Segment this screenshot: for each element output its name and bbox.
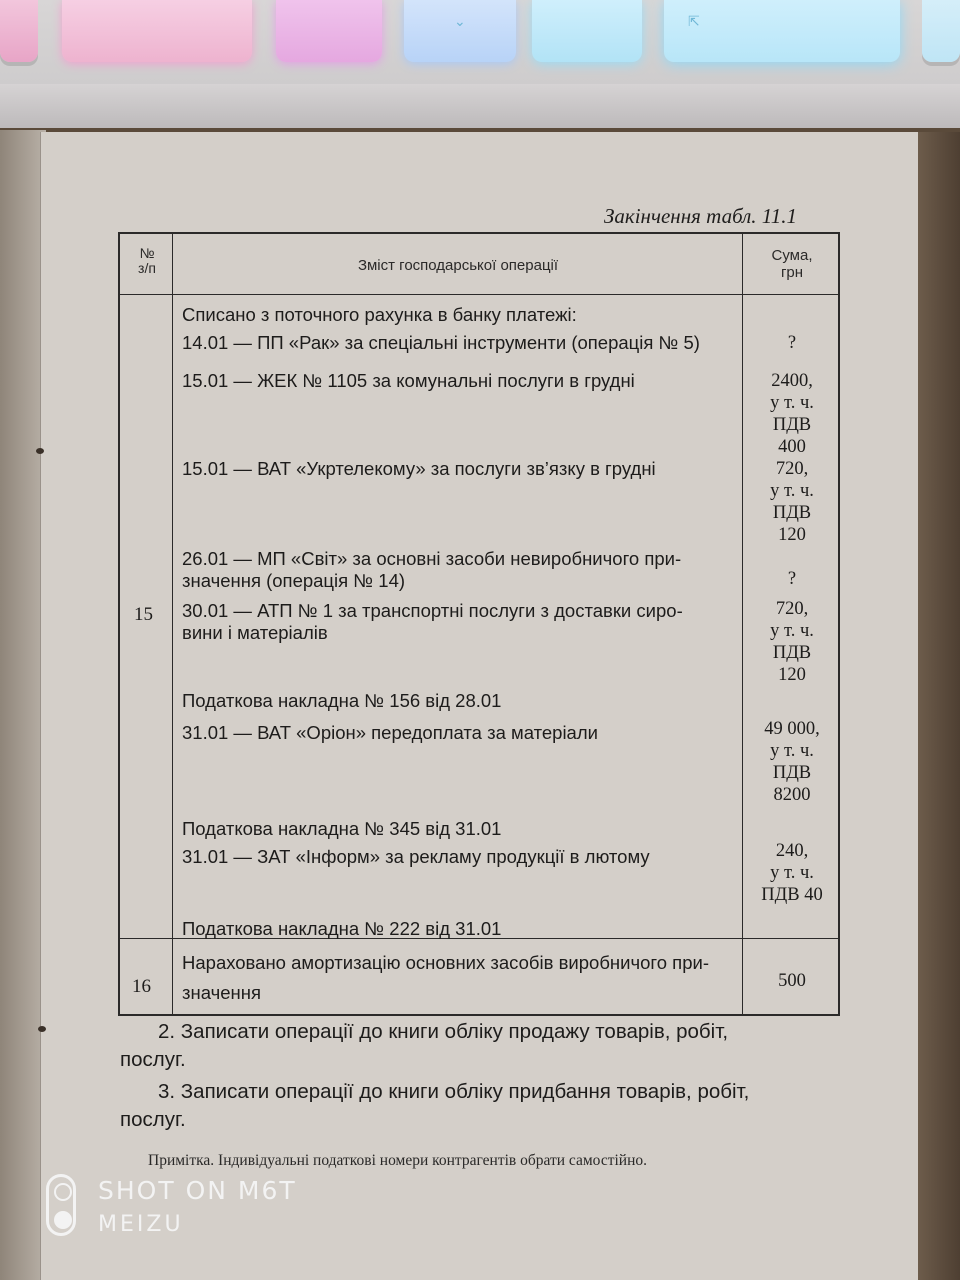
task-line: 2. Записати операції до книги обліку продажу товарів, робіт,	[158, 1020, 729, 1043]
row-number-15: 15	[134, 604, 153, 625]
keyboard-deck	[0, 84, 960, 128]
op-line: 14.01 — ПП «Рак» за спеціальні інструменти (операція № 5)	[182, 332, 700, 353]
task-line: послуг.	[120, 1108, 186, 1131]
sum-value: 2400,	[771, 371, 813, 391]
task-line: 3. Записати операції до книги обліку придбання товарів, робіт,	[158, 1080, 750, 1103]
op-line: Списано з поточного рахунка в банку платежі:	[182, 304, 577, 325]
op-line: значення (операція № 14)	[182, 570, 406, 591]
watermark-line2: MEIZU	[98, 1212, 184, 1237]
keyboard-key	[0, 0, 38, 62]
header-sum: Сума, грн	[771, 247, 813, 281]
operations-table	[118, 232, 840, 1016]
op-line: Податкова накладна № 345 від 31.01	[182, 818, 502, 839]
sum-cell	[744, 568, 840, 590]
op-line: вини і матеріалів	[182, 622, 328, 643]
sum-value: ?	[787, 569, 797, 589]
sum-value: у т. ч.	[770, 621, 814, 641]
sum-value: ПДВ	[772, 643, 812, 663]
sum-value: ПДВ	[772, 763, 812, 783]
keyboard	[0, 0, 960, 128]
footnote: Примітка. Індивідуальні податкові номери контрагентів обрати самостійно.	[148, 1152, 647, 1169]
keyboard-key	[404, 0, 516, 62]
column-divider	[172, 234, 173, 1014]
sum-value: ПДВ	[772, 415, 812, 435]
op-line: Податкова накладна № 222 від 31.01	[182, 918, 502, 939]
header-divider	[120, 294, 838, 295]
sum-cell	[744, 598, 840, 686]
header-content: Зміст господарської операції	[357, 257, 559, 274]
op-line: 26.01 — МП «Світ» за основні засоби невиробничого при-	[182, 548, 682, 569]
sum-value: 120	[778, 525, 806, 545]
desk-edge	[918, 132, 960, 1280]
sum-value: у т. ч.	[770, 863, 814, 883]
sum-cell	[744, 840, 840, 906]
sum-value: 120	[778, 665, 806, 685]
sum-value: у т. ч.	[770, 393, 814, 413]
op-line: 31.01 — ВАТ «Оріон» передоплата за матеріали	[182, 722, 598, 743]
sum-value: 49 000,	[764, 719, 820, 739]
op-line: Нараховано амортизацію основних засобів виробничого при-	[182, 952, 709, 973]
keyboard-key	[922, 0, 960, 62]
key-glyph-icon: ⌄	[454, 14, 466, 30]
sum-value: 240,	[775, 841, 809, 861]
sum-value: 720,	[775, 599, 809, 619]
keyboard-key	[664, 0, 900, 62]
page-mark	[36, 448, 44, 454]
page-mark	[38, 1026, 46, 1032]
sum-value: ПДВ	[772, 503, 812, 523]
sum-value: ПДВ 40	[761, 885, 823, 905]
sum-cell	[744, 718, 840, 806]
sum-cell	[744, 370, 840, 458]
task-line: послуг.	[120, 1048, 186, 1071]
key-glyph-icon: ⇱	[688, 14, 700, 30]
column-divider	[742, 234, 743, 1014]
sum-cell	[744, 970, 840, 992]
op-line: Податкова накладна № 156 від 28.01	[182, 690, 502, 711]
op-line: значення	[182, 982, 261, 1003]
sum-value: у т. ч.	[770, 481, 814, 501]
sum-value: 500	[778, 971, 806, 991]
op-line: 31.01 — ЗАТ «Інформ» за рекламу продукції в лютому	[182, 846, 650, 867]
keyboard-key	[532, 0, 642, 62]
watermark-line1: SHOT ON M6T	[98, 1176, 297, 1205]
header-num: № з/п	[138, 245, 156, 277]
sum-value: 400	[778, 437, 806, 457]
table-caption: Закінчення табл. 11.1	[604, 204, 797, 228]
keyboard-key	[62, 0, 252, 62]
sum-cell	[744, 332, 840, 354]
row-number-16: 16	[132, 976, 151, 997]
sum-value: 8200	[773, 785, 811, 805]
op-line: 15.01 — ЖЕК № 1105 за комунальні послуги в грудні	[182, 370, 635, 391]
keyboard-key	[276, 0, 382, 62]
op-line: 15.01 — ВАТ «Укртелекому» за послуги зв’язку в грудні	[182, 458, 656, 479]
camera-icon	[46, 1174, 76, 1236]
op-line: 30.01 — АТП № 1 за транспортні послуги з доставки сиро-	[182, 600, 683, 621]
sum-value: у т. ч.	[770, 741, 814, 761]
sum-value: 720,	[775, 459, 809, 479]
sum-value: ?	[787, 333, 797, 353]
sum-cell	[744, 458, 840, 546]
